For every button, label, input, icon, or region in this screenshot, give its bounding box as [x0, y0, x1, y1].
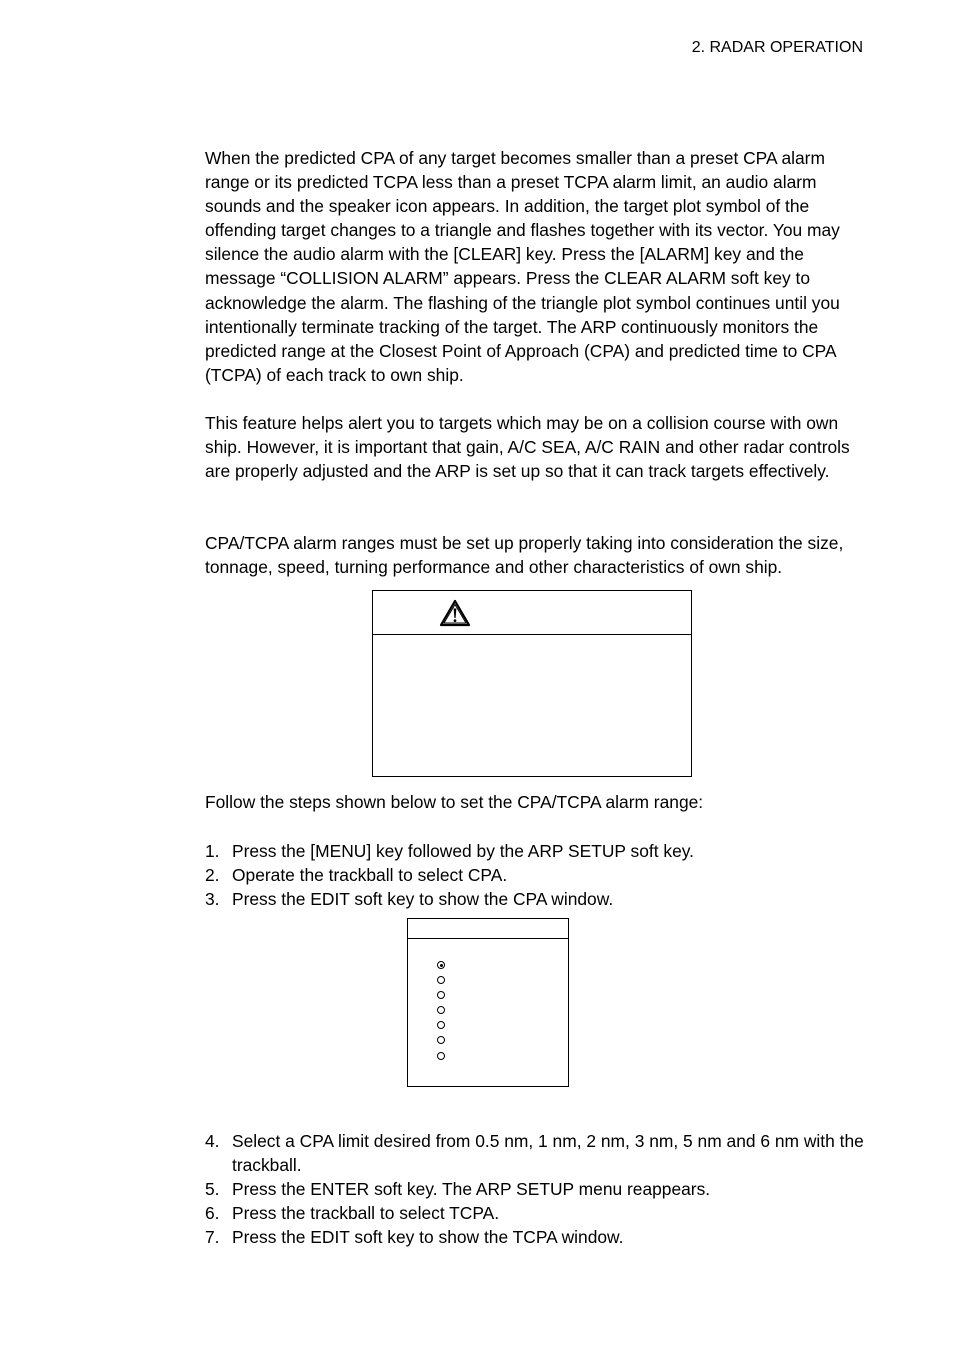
caution-box — [372, 590, 692, 777]
step-item: 2. Operate the trackball to select CPA. — [205, 865, 508, 886]
step-item: 4. Select a CPA limit desired from 0.5 nm, 1 nm, 2 nm, 3 nm, 5 nm and 6 nm with the trackball. — [205, 1131, 864, 1176]
paragraph-follow-steps: Follow the steps shown below to set the CPA/TCPA alarm range: — [205, 792, 704, 812]
caution-header — [373, 591, 691, 635]
paragraph-alarm-ranges: CPA/TCPA alarm ranges must be set up properly taking into consideration the size, tonnage, speed, turning performance and other characteristics of own ship. — [205, 533, 844, 578]
cpa-option-radio[interactable] — [437, 976, 445, 984]
step-item: 3. Press the EDIT soft key to show the CPA window. — [205, 889, 614, 910]
steps-list-part2 — [205, 1129, 870, 1249]
step-item: 7. Press the EDIT soft key to show the TCPA window. — [205, 1227, 624, 1248]
cpa-window-title-bar — [408, 919, 568, 939]
section-header: 2. RADAR OPERATION — [691, 39, 863, 56]
cpa-option-radio[interactable] — [437, 1052, 445, 1060]
steps-list-part1 — [205, 839, 870, 911]
step-item: 5. Press the ENTER soft key. The ARP SETUP menu reappears. — [205, 1179, 711, 1200]
cpa-option-radio[interactable] — [437, 1036, 445, 1044]
paragraph-cpa-alarm: When the predicted CPA of any target becomes smaller than a preset CPA alarm range or its predicted TCPA less than a preset TCPA alarm limit, an audio alarm sounds and the speaker icon appears. In addition, the target plot symbol of the offending target changes to a triangle and flashes together with its vector. You may silence the audio alarm with the [CLEAR] key. Press the [ALARM] key and the message “COLLISION ALARM” appears. Press the CLEAR ALARM soft key to acknowledge the alarm. The flashing of the triangle plot symbol continues until you intentionally terminate tracking of the target. The ARP continuously monitors the predicted range at the Closest Point of Approach (CPA) and predicted time to CPA (TCPA) of each track to own ship. — [205, 148, 840, 385]
cpa-option-radio[interactable] — [437, 961, 445, 969]
cpa-option-radio[interactable] — [437, 991, 445, 999]
paragraph-feature-alert: This feature helps alert you to targets which may be on a collision course with own ship. However, it is important that gain, A/C SEA, A/C RAIN and other radar controls are properly adjusted and the ARP is set up so that it can track targets effectively. — [205, 413, 850, 482]
warning-triangle-icon — [439, 599, 471, 632]
cpa-window-illustration — [407, 918, 569, 1087]
cpa-option-radio[interactable] — [437, 1006, 445, 1014]
cpa-option-radio[interactable] — [437, 1021, 445, 1029]
step-item: 1. Press the [MENU] key followed by the ARP SETUP soft key. — [205, 841, 695, 861]
step-item: 6. Press the trackball to select TCPA. — [205, 1203, 500, 1224]
